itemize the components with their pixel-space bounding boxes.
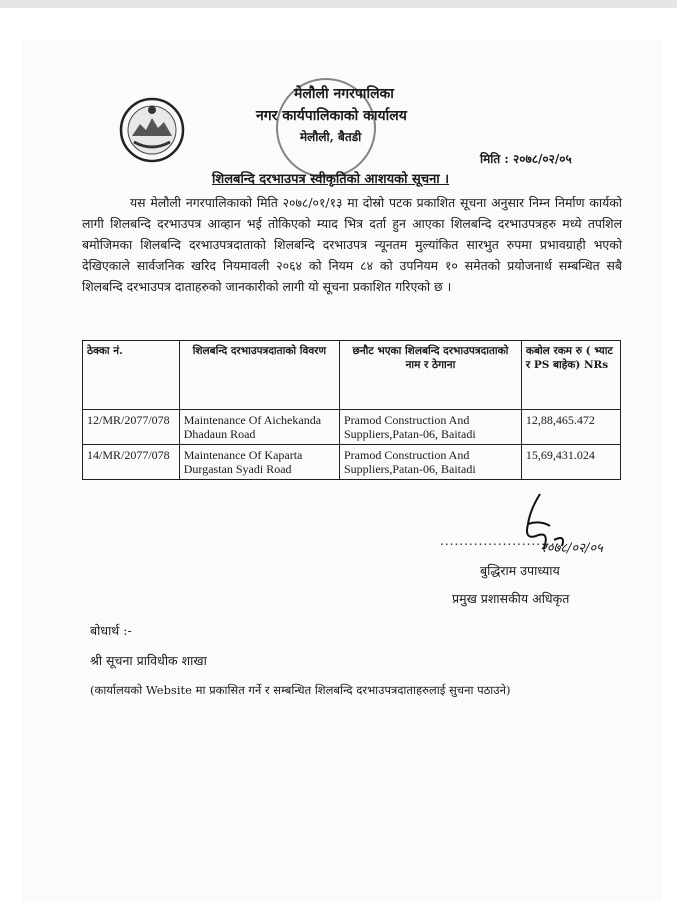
office-location: मेलौली, बैतडी: [300, 130, 362, 144]
description-cell: Maintenance Of Aichekanda Dhadaun Road: [179, 410, 339, 445]
cc-recipient: श्री सूचना प्राविधीक शाखा: [90, 653, 207, 668]
contract-no-cell: 14/MR/2077/078: [83, 445, 180, 480]
notice-body: यस मेलौली नगरपालिकाको मिति २०७८/०१/१३ मा दोस्रो पटक प्रकाशित सूचना अनुसार निम्न निर्माण कार्यको लागी शिलबन्दि दरभाउपत्र आव्हान भई तोकिएको म्याद भित्र दर्ता हुन आएका शिलबन्दि दरभाउपत्रहरु मध्ये तपशिल बमोजिमका शिलबन्दि दरभाउपत्रदाताको शिलबन्दि दरभाउपत्र न्यूनतम मुल्यांकित सारभुत रुपमा प्रभावग्राही भएको देखिएकाले सार्वजनिक खरिद नियमावली २०६४ को नियम ८४ को उपनियम १० समेतको प्रयोजनार्थ सम्बन्धित सबै शिलबन्दि दरभाउपत्र दाताहरुको जानकारीको लागी यो सूचना प्रकाशित गरिएको छ ।: [82, 195, 622, 294]
signature-date: २०७८/०२/०५: [540, 541, 603, 556]
notice-title: शिलबन्दि दरभाउपत्र स्वीकृतिको आशयको सूचना ।: [212, 172, 450, 187]
tender-table: [82, 340, 621, 480]
header-description: शिलबन्दि दरभाउपत्रदाताको विवरण: [179, 341, 339, 410]
bidder-cell: Pramod Construction And Suppliers,Patan-06, Baitadi: [340, 445, 522, 480]
cc-label: बोधार्थ :-: [90, 623, 132, 638]
amount-cell: 15,69,431.024: [521, 445, 620, 480]
signatory-designation: प्रमुख प्रशासकीय अधिकृत: [452, 591, 570, 606]
header-amount: कबोल रकम रु ( भ्याट र PS बाहेक) NRs: [521, 341, 620, 410]
header-contract-no: ठेक्का नं.: [83, 341, 180, 410]
contract-no-cell: 12/MR/2077/078: [83, 410, 180, 445]
header-bidder: छनौट भएका शिलबन्दि दरभाउपत्रदाताको नाम र ठेगाना: [340, 341, 522, 410]
office-name: नगर कार्यपालिकाको कार्यालय: [256, 108, 407, 124]
signatory-name: बुद्धिराम उपाध्याय: [480, 563, 560, 578]
amount-cell: 12,88,465.472: [521, 410, 620, 445]
government-emblem-icon: [118, 96, 186, 164]
description-cell: Maintenance Of Kaparta Durgastan Syadi Road: [179, 445, 339, 480]
bidder-cell: Pramod Construction And Suppliers,Patan-06, Baitadi: [340, 410, 522, 445]
table-row: [83, 445, 621, 480]
table-row: [83, 410, 621, 445]
cc-note: (कार्यालयको Website मा प्रकासित गर्ने र सम्बन्धित शिलबन्दि दरभाउपत्रदाताहरुलाई सुचना पठाउने): [90, 683, 511, 697]
municipality-name: मेलौली नगरपालिका: [294, 86, 394, 102]
table-header-row: [83, 341, 621, 410]
notice-date: मिति : २०७८/०२/०५: [480, 152, 572, 166]
top-margin-bar: [0, 0, 677, 8]
signature-line: ..........................: [440, 534, 566, 548]
